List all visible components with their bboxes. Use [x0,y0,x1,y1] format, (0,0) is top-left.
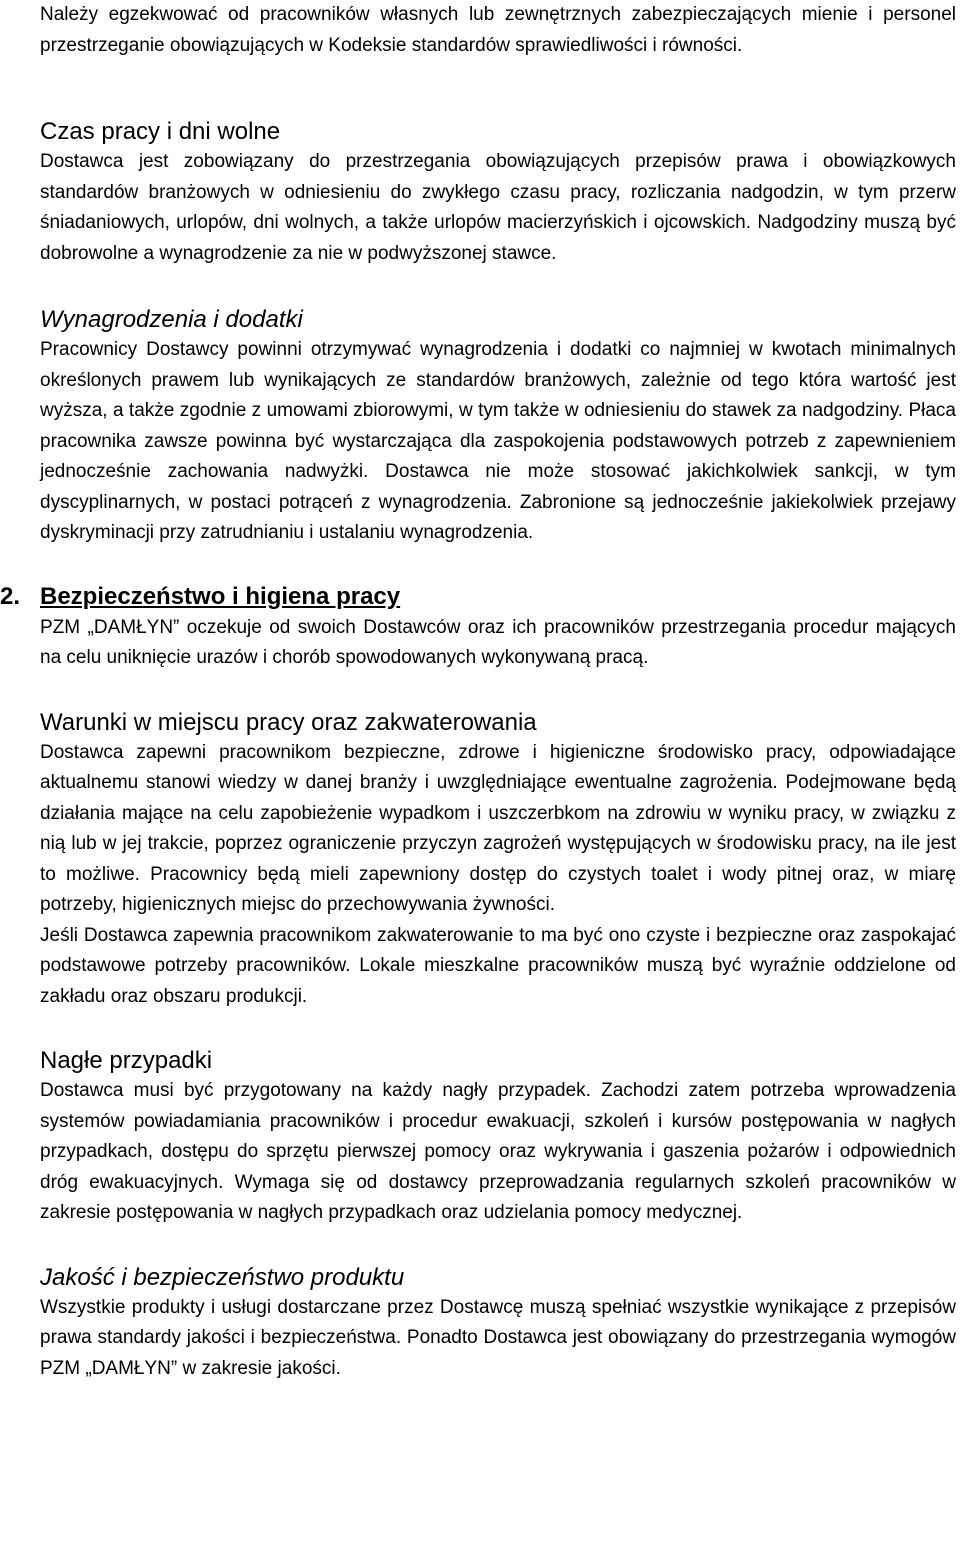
quality-paragraph: Wszystkie produkty i usługi dostarczane przez Dostawcę muszą spełniać wszystkie wynikające z przepisów prawa standardy jakości i bezpieczeństwa. Ponadto Dostawca jest obowiązany do przestrzegania wymogów PZM „DAMŁYN” w zakresie jakości. [40,1296,956,1379]
section-number: 2. [0,582,21,610]
heading-workplace: Warunki w miejscu pracy oraz zakwaterowania [40,708,537,736]
section-title: Bezpieczeństwo i higiena pracy [40,582,401,610]
emergency-paragraph: Dostawca musi być przygotowany na każdy nagły przypadek. Zachodzi zatem potrzeba wprowadzenia systemów powiadamiania pracowników i procedur ewakuacji, szkoleń i kursów postępowania w nagłych przypadkach, dostępu do sprzętu pierwszej pomocy oraz wykrywania i gaszenia pożarów i odpowiednich dróg ewakuacyjnych. Wymaga się od dostawcy przeprowadzania regularnych szkoleń pracowników w zakresie postępowania w nagłych przypadkach oraz udzielania pomocy medycznej. [40,1080,956,1223]
intro-paragraph: Należy egzekwować od pracowników własnych lub zewnętrznych zabezpieczających mienie i personel przestrzeganie obowiązujących w Kodeksie standardów sprawiedliwości i równości. [40,4,956,56]
heading-emergency: Nagłe przypadki [40,1047,213,1074]
section-2-heading [0,581,956,613]
workplace-paragraph-2: Jeśli Dostawca zapewnia pracownikom zakwaterowanie to ma być ono czyste i bezpieczne oraz zaspokajać podstawowe potrzeby pracowników. Lokale mieszkalne pracowników muszą być wyraźnie oddzielone od zakładu oraz obszaru produkcji. [40,924,956,1007]
heading-working-time: Czas pracy i dni wolne [40,118,281,145]
heading-quality: Jakość i bezpieczeństwo produktu [40,1263,405,1291]
heading-wages: Wynagrodzenia i dodatki [40,306,303,333]
wages-paragraph: Pracownicy Dostawcy powinni otrzymywać wynagrodzenia i dodatki co najmniej w kwotach minimalnych określonych prawem lub wynikających ze standardów branżowych, zależnie od tego która wartość jest wyższa, a także zgodnie z umowami zbiorowymi, w tym także w odniesieniu do stawek za nadgodziny. Płaca pracownika zawsze powinna być wystarczająca dla zaspokojenia podstawowych potrzeb z zapewnieniem jednocześnie zachowania nadwyżki. Dostawca nie może stosować jakichkolwiek sankcji, w tym dyscyplinarnych, w postaci potrąceń z wynagrodzenia. Zabronione są jednocześnie jakiekolwiek przejawy dyskryminacji przy zatrudnianiu i ustalaniu wynagrodzenia. [40,339,956,543]
section-2-paragraph: PZM „DAMŁYN” oczekuje od swoich Dostawców oraz ich pracowników przestrzegania procedur mających na celu uniknięcie urazów i chorób spowodowanych wykonywaną pracą. [40,616,956,668]
workplace-paragraph-1: Dostawca zapewni pracownikom bezpieczne, zdrowe i higieniczne środowisko pracy, odpowiadające aktualnemu stanowi wiedzy w danej branży i uwzględniające ewentualne zagrożenia. Podejmowane będą działania mające na celu zapobieżenie wypadkom i uszczerbkom na zdrowiu w wyniku pracy, w związku z nią lub w jej trakcie, poprzez ograniczenie przyczyn zagrożeń występujących w środowisku pracy, na ile jest to możliwe. Pracownicy będą mieli zapewniony dostęp do czystych toalet i wody pitnej oraz, w miarę potrzeby, higienicznych miejsc do przechowywania żywności. [40,741,956,915]
working-time-paragraph: Dostawca jest zobowiązany do przestrzegania obowiązujących przepisów prawa i obowiązkowych standardów branżowych w odniesieniu do zwykłego czasu pracy, rozliczania nadgodzin, w tym przerw śniadaniowych, urlopów, dni wolnych, a także urlopów macierzyńskich i ojcowskich. Nadgodziny muszą być dobrowolne a wynagrodzenie za nie w podwyższonej stawce. [40,151,956,264]
